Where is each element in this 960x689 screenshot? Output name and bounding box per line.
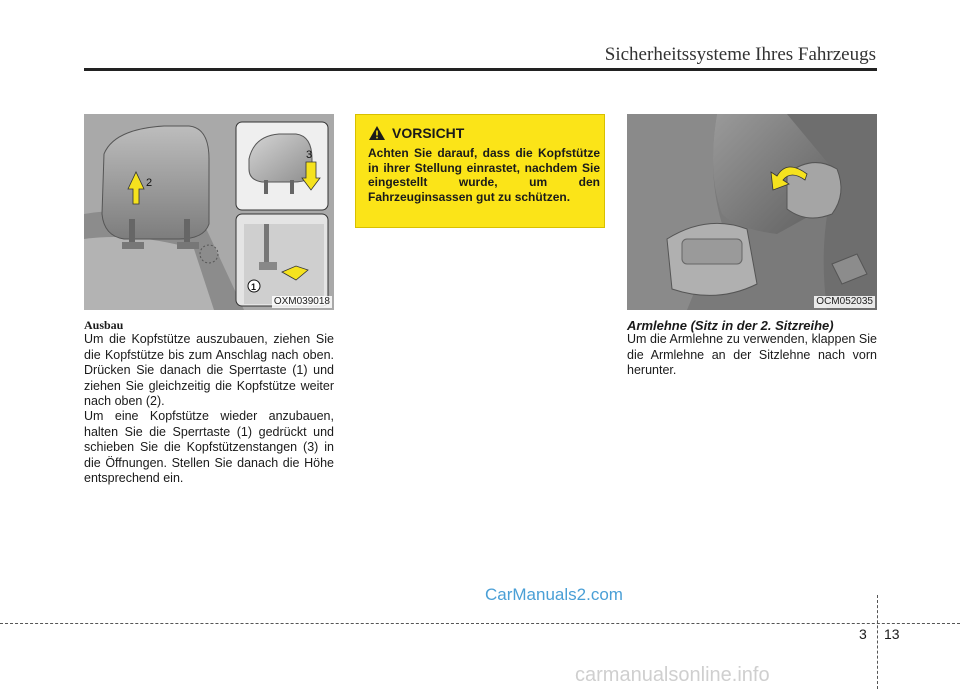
figure-code: OCM052035 xyxy=(816,296,873,307)
warning-box xyxy=(355,114,605,228)
footer-rule xyxy=(0,623,960,624)
warning-title: VORSICHT xyxy=(392,125,465,141)
label-1: 1 xyxy=(251,282,257,292)
page-separator xyxy=(877,595,878,689)
watermark-link[interactable]: CarManuals2.com xyxy=(485,585,623,604)
paragraph: Um die Kopfstütze auszubauen, ziehen Sie die Kopfstütze bis zum Anschlag nach oben. Drücken Sie danach die Sperrtaste (1) und ziehen Sie gleichzeitig die Kopfstütze weiter nach oben (2). xyxy=(84,332,334,409)
chapter-number: 3 xyxy=(859,626,867,642)
headrest-illustration xyxy=(84,114,334,310)
figure-code: OXM039018 xyxy=(273,296,330,307)
warning-triangle-icon xyxy=(368,125,386,141)
warning-header xyxy=(368,125,464,141)
section-heading-armlehne: Armlehne (Sitz in der 2. Sitzreihe) xyxy=(627,318,834,333)
armrest-illustration xyxy=(627,114,877,310)
section-heading-ausbau: Ausbau xyxy=(84,318,124,332)
page-header-title: Sicherheitssysteme Ihres Fahrzeugs xyxy=(604,44,876,65)
paragraph: Um eine Kopfstütze wieder anzubauen, halten Sie die Sperrtaste (1) gedrückt und schieben Sie die Kopfstützenstangen (3) in die Öffnungen. Stellen Sie danach die Höhe entsprechend ein. xyxy=(84,409,334,486)
armrest-figure xyxy=(627,114,877,310)
bottom-watermark: carmanualsonline.info xyxy=(575,664,770,686)
page-number: 13 xyxy=(884,626,900,642)
paragraph: Um die Armlehne zu verwenden, klappen Sie die Armlehne an der Sitzlehne nach vorn herunter. xyxy=(627,332,877,378)
headrest-figure xyxy=(84,114,334,310)
label-3: 3 xyxy=(306,149,313,161)
warning-text: Achten Sie darauf, dass die Kopfstütze in ihrer Stellung einrastet, nachdem Sie eingestellt wurde, um den Fahrzeuginsassen gut zu schützen. xyxy=(368,146,600,204)
label-2: 2 xyxy=(146,177,153,189)
header-rule xyxy=(84,68,877,71)
